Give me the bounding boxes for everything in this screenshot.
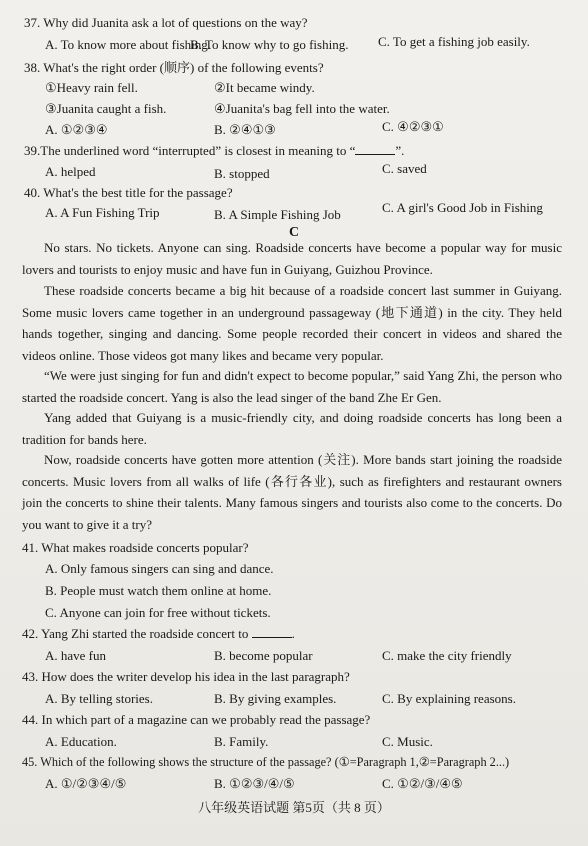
question-40-option-a[interactable]: A. A Fun Fishing Trip (45, 205, 160, 220)
question-42-option-c[interactable]: C. make the city friendly (382, 648, 512, 663)
question-37-option-c[interactable]: C. To get a fishing job easily. (378, 34, 530, 49)
question-45-option-c[interactable]: C. ①②/③/④⑤ (382, 776, 463, 791)
question-42-stem (22, 625, 295, 642)
question-45-stem: 45. Which of the following shows the structure of the passage? (①=Paragraph 1,②=Paragraph 2...) (22, 755, 510, 769)
question-42-option-b[interactable]: B. become popular (214, 648, 313, 663)
question-38-option-c[interactable]: C. ④②③① (382, 119, 444, 134)
passage-paragraph-5 (22, 449, 562, 535)
question-38-option-a[interactable]: A. ①②③④ (45, 122, 108, 137)
question-44-option-c[interactable]: C. Music. (382, 734, 433, 749)
question-44-option-b[interactable]: B. Family. (214, 734, 269, 749)
passage-paragraph-3 (22, 365, 562, 408)
paragraph-4-text: Yang added that Guiyang is a music-friendly city, and doing roadside concerts has long been a tradition for bands here. (22, 410, 562, 447)
question-43-stem: 43. How does the writer develop his idea in the last paragraph? (22, 669, 350, 684)
question-38-stem: 38. What's the right order (顺序) of the following events? (24, 60, 324, 75)
page-footer: 八年级英语试题 第5页（共 8 页） (198, 800, 390, 815)
passage-paragraph-2 (22, 280, 562, 366)
question-39-option-c[interactable]: C. saved (382, 161, 427, 176)
question-44-option-a[interactable]: A. Education. (45, 734, 117, 749)
question-41-stem: 41. What makes roadside concerts popular? (22, 540, 249, 555)
event-4: ④Juanita's bag fell into the water. (214, 101, 390, 116)
paragraph-2-text: These roadside concerts became a big hit because of a roadside concert last summer in Guiyang. Some music lovers came together in an underground passageway (地下通道) in the city. They held hands together, singing and dancing. Some people recorded their concert in videos and shared the videos online. Those videos got many likes and became very popular. (22, 283, 562, 363)
question-37-option-b[interactable]: B. To know why to go fishing. (190, 37, 349, 52)
question-42-stem-end: . (291, 626, 295, 641)
question-42-stem-text: 42. Yang Zhi started the roadside concert to (22, 626, 249, 641)
section-heading: C (288, 225, 300, 240)
question-42-option-a[interactable]: A. have fun (45, 648, 107, 663)
answer-blank[interactable] (252, 626, 292, 638)
question-40-option-c[interactable]: C. A girl's Good Job in Fishing (382, 200, 543, 215)
question-43-option-a[interactable]: A. By telling stories. (45, 691, 153, 706)
question-43-option-b[interactable]: B. By giving examples. (214, 691, 337, 706)
question-40-stem: 40. What's the best title for the passage? (24, 185, 233, 200)
passage-paragraph-4 (22, 407, 562, 450)
question-39-option-b[interactable]: B. stopped (214, 166, 270, 181)
answer-blank[interactable] (355, 143, 395, 155)
event-3: ③Juanita caught a fish. (45, 101, 167, 116)
question-39-stem-text: 39.The underlined word “interrupted” is closest in meaning to “ (24, 143, 356, 158)
question-41-option-a[interactable]: A. Only famous singers can sing and dance. (45, 561, 274, 576)
paragraph-1-text: No stars. No tickets. Anyone can sing. Roadside concerts have become a popular way for music lovers and tourists to enjoy music and have fun in Guiyang, Guizhou Province. (22, 240, 562, 277)
question-37-stem: 37. Why did Juanita ask a lot of questions on the way? (24, 15, 308, 30)
question-39-stem-end: ”. (395, 143, 405, 158)
question-41-option-b[interactable]: B. People must watch them online at home. (45, 583, 272, 598)
question-37-option-a[interactable]: A. To know more about fishing. (45, 37, 212, 52)
question-39-option-a[interactable]: A. helped (45, 164, 96, 179)
question-39-stem (24, 142, 404, 159)
question-44-stem: 44. In which part of a magazine can we probably read the passage? (22, 712, 371, 727)
question-41-option-c[interactable]: C. Anyone can join for free without tickets. (45, 605, 271, 620)
question-38-option-b[interactable]: B. ②④①③ (214, 122, 276, 137)
event-1: ①Heavy rain fell. (45, 80, 138, 95)
paragraph-3-text: “We were just singing for fun and didn't expect to become popular,” said Yang Zhi, the person who started the roadside concert. Yang is also the lead singer of the band Zhe Er Gen. (22, 368, 562, 405)
event-2: ②It became windy. (214, 80, 315, 95)
question-45-option-a[interactable]: A. ①/②③④/⑤ (45, 776, 127, 791)
paragraph-5-text: Now, roadside concerts have gotten more attention (关注). More bands start joining the roadside concerts. Music lovers from all walks of life (各行各业), such as firefighters and restaurant owners join the concerts to shine their talents. Many famous singers and tourists also come to the concerts. Do you want to give it a try? (22, 452, 562, 532)
question-43-option-c[interactable]: C. By explaining reasons. (382, 691, 516, 706)
passage-paragraph-1 (22, 237, 562, 280)
question-40-option-b[interactable]: B. A Simple Fishing Job (214, 207, 341, 222)
question-45-option-b[interactable]: B. ①②③/④/⑤ (214, 776, 295, 791)
